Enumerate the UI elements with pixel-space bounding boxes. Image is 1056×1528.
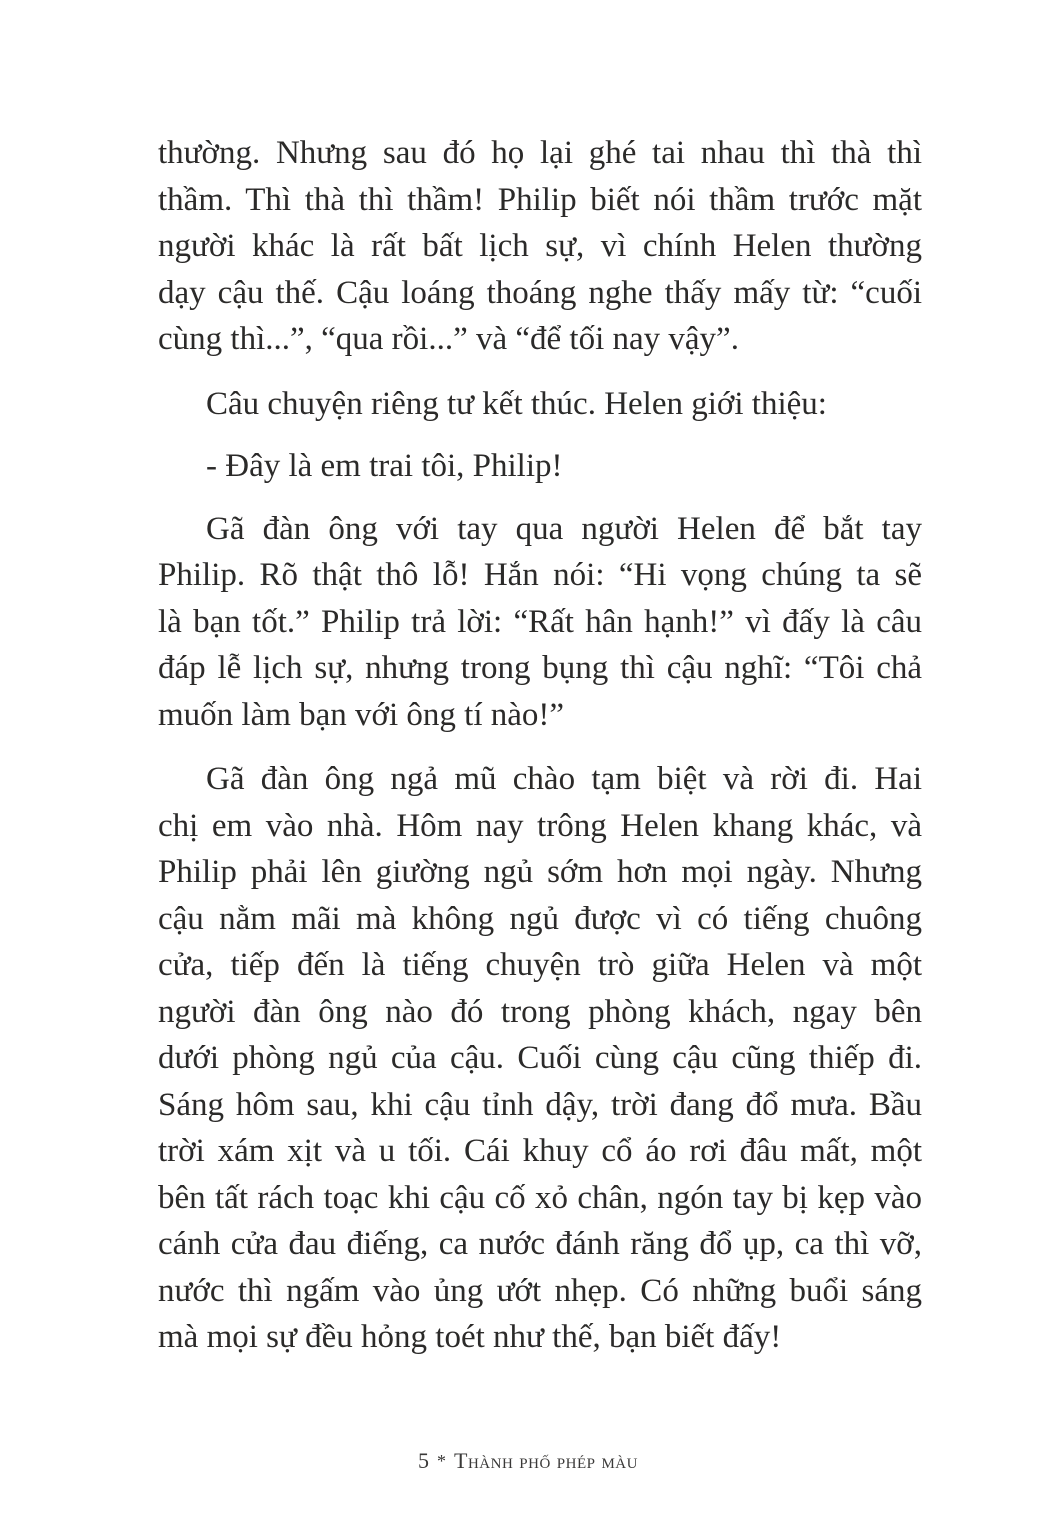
text-line: dạy cậu thế. Cậu loáng thoáng nghe thấy mấy từ: “cuối (158, 274, 922, 311)
text-line: cánh cửa đau điếng, ca nước đánh răng đổ ụp, ca thì vỡ, (158, 1226, 922, 1262)
text-line: mà mọi sự đều hỏng toét như thế, bạn biết đấy! (158, 1319, 782, 1355)
separator-star-icon: * (437, 1451, 447, 1471)
text-line: Philip phải lên giường ngủ sớm hơn mọi ngày. Nhưng (158, 854, 922, 890)
text-line: Gã đàn ông với tay qua người Helen để bắt tay (206, 510, 922, 547)
paragraph (158, 443, 922, 490)
book-title: Thành phố phép màu (454, 1448, 638, 1473)
text-line: bên tất rách toạc khi cậu cố xỏ chân, ngón tay bị kẹp vào (158, 1179, 922, 1216)
text-line: cửa, tiếp đến là tiếng chuyện trò giữa Helen và một (158, 947, 922, 983)
text-line: thầm. Thì thà thì thầm! Philip biết nói thầm trước mặt (158, 181, 922, 218)
text-line: người khác là rất bất lịch sự, vì chính Helen thường (158, 228, 922, 264)
text-line: Gã đàn ông ngả mũ chào tạm biệt và rời đi. Hai (206, 761, 922, 797)
paragraph (158, 381, 922, 428)
text-line: - Đây là em trai tôi, Philip! (206, 448, 563, 484)
text-line: đáp lễ lịch sự, nhưng trong bụng thì cậu nghĩ: “Tôi chả (158, 650, 922, 686)
paragraph (158, 506, 922, 739)
paragraph (158, 756, 922, 1361)
text-line: muốn làm bạn với ông tí nào!” (158, 696, 565, 733)
text-line: chị em vào nhà. Hôm nay trông Helen khang khác, và (158, 807, 922, 844)
text-line: dưới phòng ngủ của cậu. Cuối cùng cậu cũng thiếp đi. (158, 1040, 922, 1076)
page-footer (0, 1448, 1056, 1474)
text-line: nước thì ngấm vào ủng ướt nhẹp. Có những buổi sáng (158, 1272, 922, 1309)
paragraph (158, 130, 922, 363)
text-line: cùng thì...”, “qua rồi...” và “để tối nay vậy”. (158, 321, 739, 357)
text-line: thường. Nhưng sau đó họ lại ghé tai nhau thì thà thì (158, 135, 922, 171)
text-line: người đàn ông nào đó trong phòng khách, ngay bên (158, 993, 922, 1030)
page-number: 5 (418, 1448, 430, 1473)
text-line: trời xám xịt và u tối. Cái khuy cổ áo rơi đâu mất, một (158, 1133, 922, 1169)
body-text (158, 130, 922, 1379)
text-line: cậu nằm mãi mà không ngủ được vì có tiếng chuông (158, 900, 922, 937)
text-line: Philip. Rõ thật thô lỗ! Hắn nói: “Hi vọng chúng ta sẽ (158, 557, 922, 593)
text-line: là bạn tốt.” Philip trả lời: “Rất hân hạnh!” vì đấy là câu (158, 603, 922, 640)
text-line: Câu chuyện riêng tư kết thúc. Helen giới thiệu: (206, 385, 827, 422)
text-line: Sáng hôm sau, khi cậu tỉnh dậy, trời đang đổ mưa. Bầu (158, 1086, 922, 1123)
